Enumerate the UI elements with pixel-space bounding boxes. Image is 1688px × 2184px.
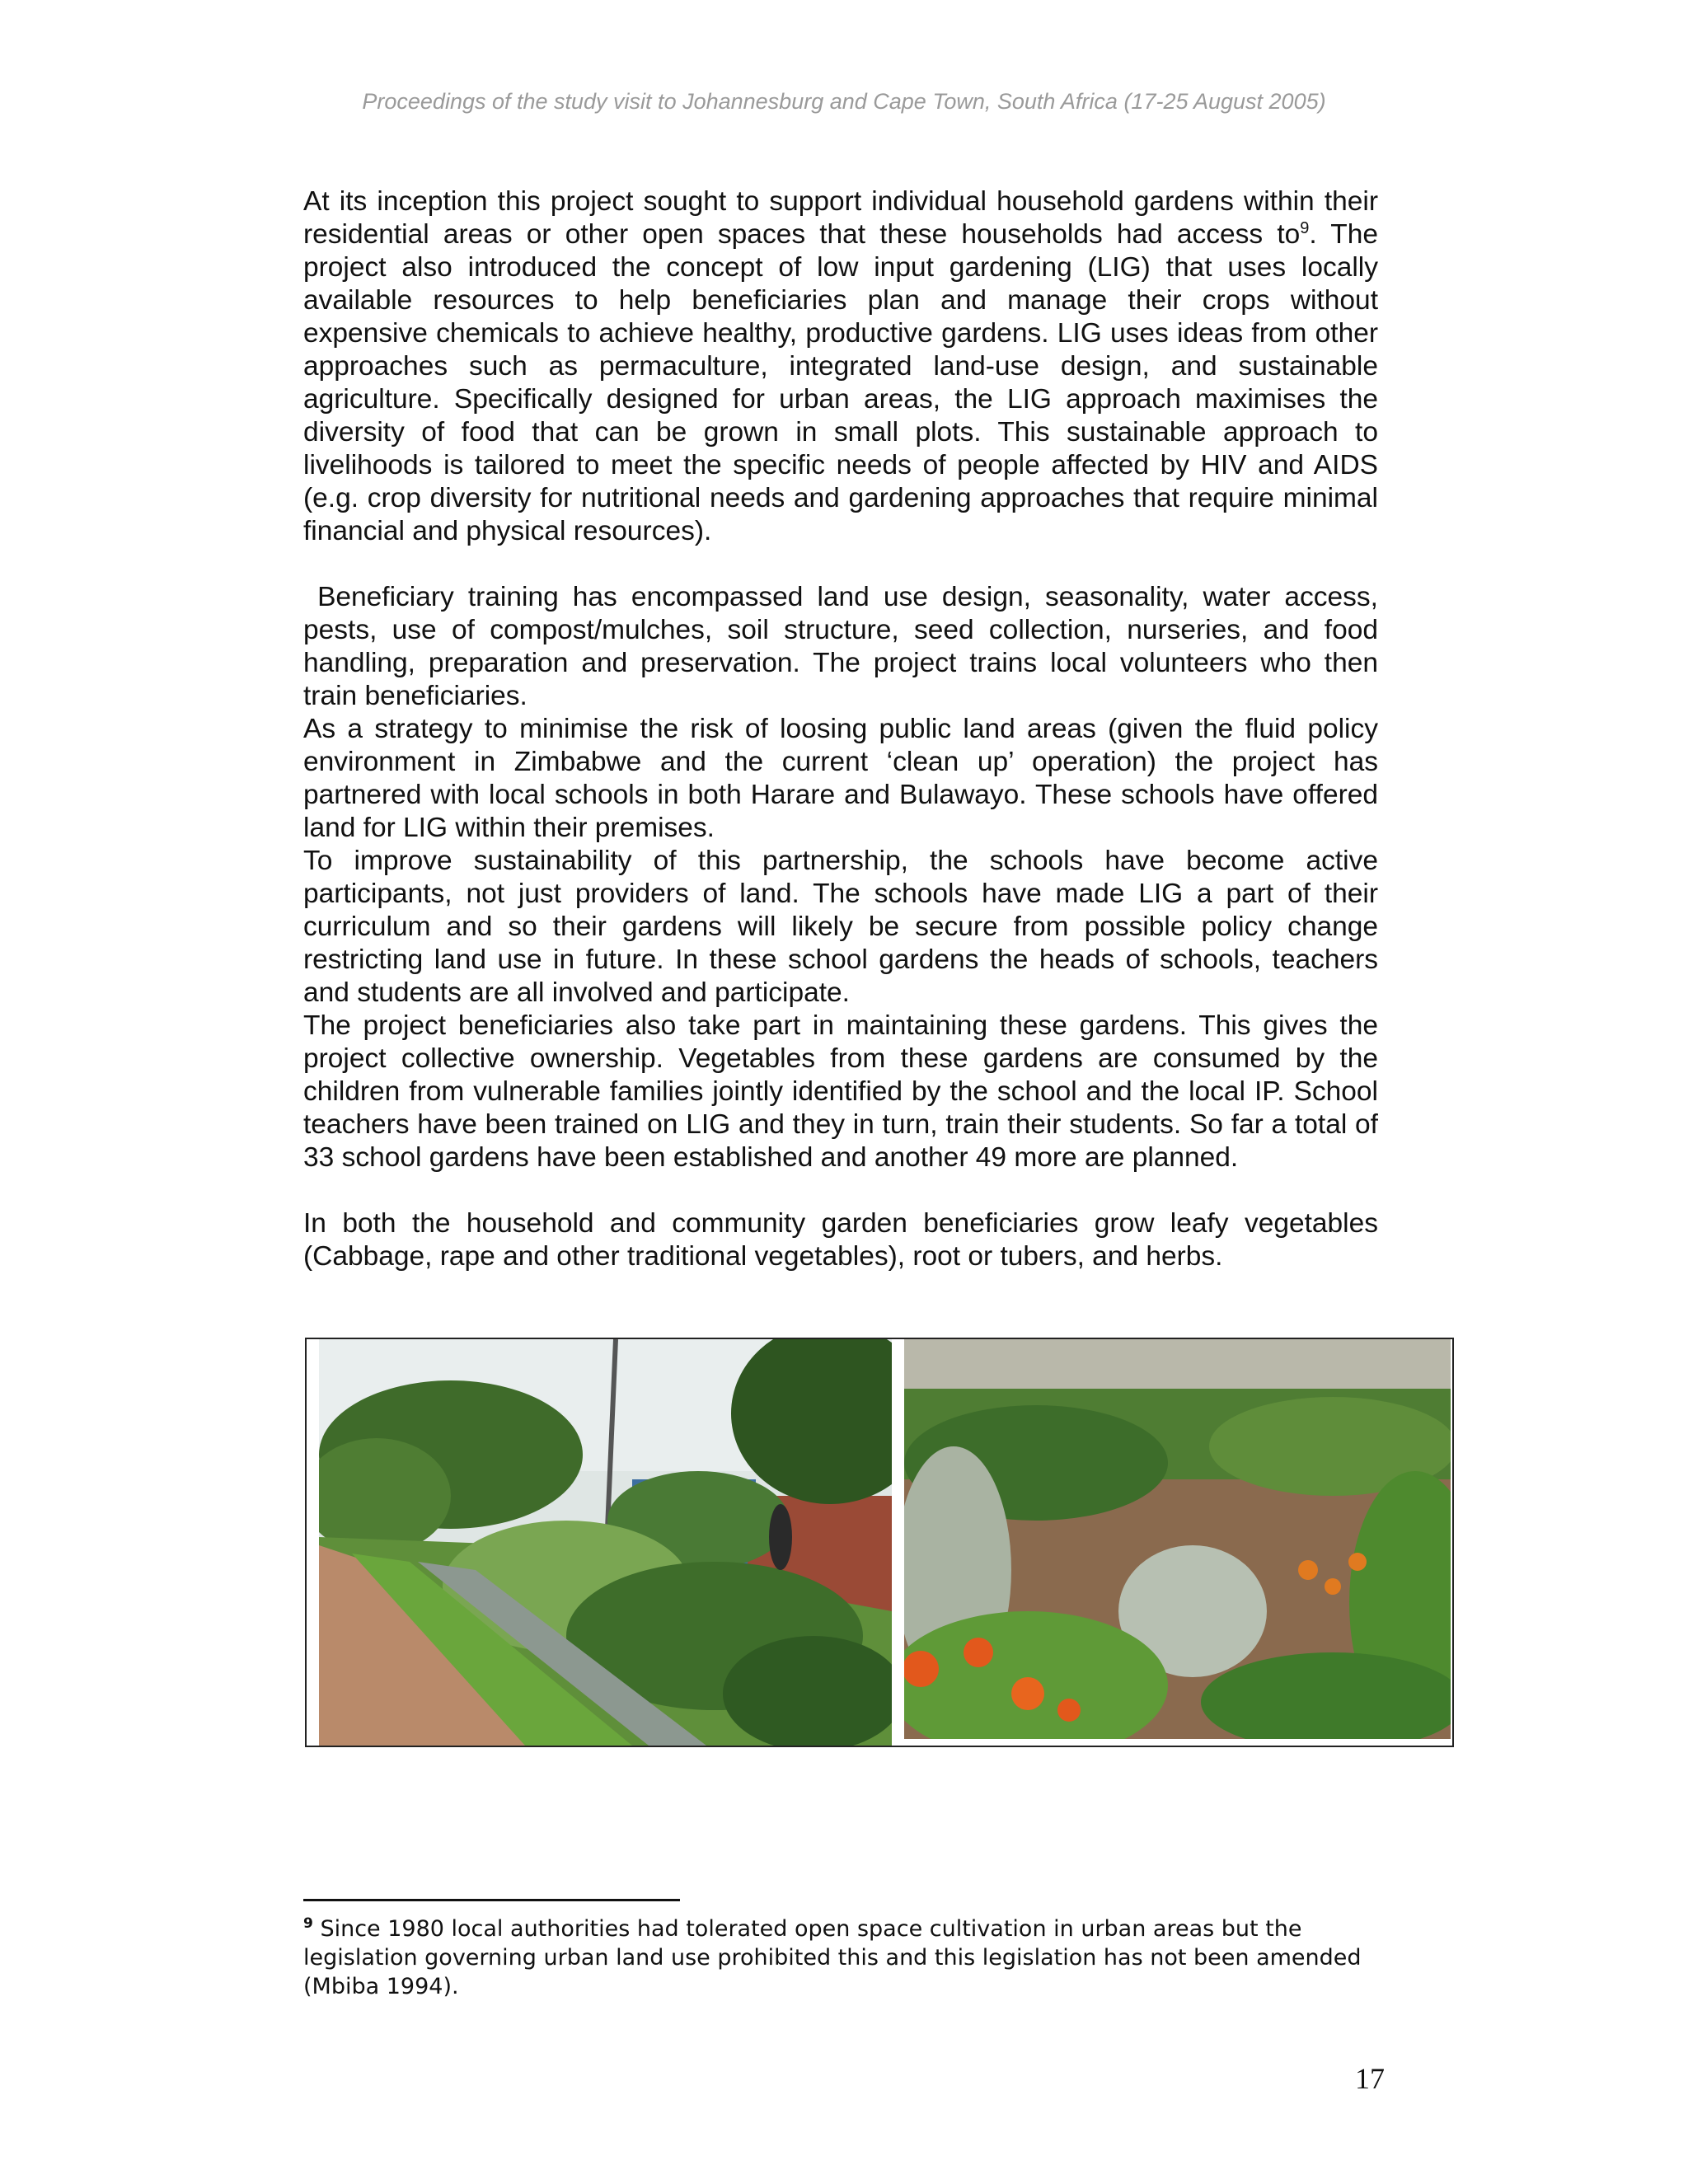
paragraph-text: . The project also introduced the concept of low input gardening (LIG) that uses locally available resources to help beneficiaries plan and manage their crops without expensive chemicals to achieve healthy, productive gardens. LIG uses ideas from other approaches such as permaculture, integrated land-use design, and sustainable agriculture. Specifically designed for urban areas, the LIG approach maximises the diversity of food that can be grown in small plots. This sustainable approach to livelihoods is tailored to meet the specific needs of people affected by HIV and AIDS (e.g. crop diversity for nutritional needs and gardening approaches that require minimal financial and physical resources).	[303, 219, 1378, 546]
paragraph-schools-strategy: As a strategy to minimise the risk of loosing public land areas (given the fluid policy environment in Zimbabwe and the current ‘clean up’ operation) the project has partnered with local schools in both Harare and Bulawayo. These schools have offered land for LIG within their premises.	[303, 714, 1378, 843]
garden-photos-figure	[305, 1338, 1454, 1747]
footnote-reference[interactable]: 9	[1300, 218, 1310, 237]
paragraph-sustainability: To improve sustainability of this partnership, the schools have become active participants, not just providers of land. The schools have made LIG a part of their curriculum and so their gardens will likely be secure from possible policy change restricting land use in future. In these school gardens the heads of schools, teachers and students are all involved and participate.	[303, 846, 1378, 1008]
herb-garden-photo	[904, 1339, 1451, 1739]
page-number: 17	[1355, 2062, 1385, 2095]
footnote-separator	[303, 1899, 680, 1901]
paragraph-household-gardens	[303, 185, 1378, 548]
paragraph-beneficiaries: The project beneficiaries also take part in maintaining these gardens. This gives the project collective ownership. Vegetables from these gardens are consumed by the children from vulnerable families jointly identified by the school and the local IP. School teachers have been trained on LIG and they in turn, train their students. So far a total of 33 school gardens have been established and another 49 more are planned.	[303, 1010, 1378, 1173]
paragraph-crops: In both the household and community garden beneficiaries grow leafy vegetables (Cabbage, rape and other traditional vegetables), root or tubers, and herbs.	[303, 1208, 1378, 1272]
running-header: Proceedings of the study visit to Johannesburg and Cape Town, South Africa (17-25 August 2005)	[362, 89, 1326, 114]
body-text	[303, 185, 1378, 1273]
footnote-marker: 9	[303, 1915, 313, 1932]
paragraph-training: Beneficiary training has encompassed land use design, seasonality, water access, pests, use of compost/mulches, soil structure, seed collection, nurseries, and food handling, preparation and preservation. The project trains local volunteers who then train beneficiaries.	[303, 582, 1378, 711]
footnote-text: Since 1980 local authorities had tolerated open space cultivation in urban areas but the legislation governing urban land use prohibited this and this legislation has not been amended (Mbiba 1994).	[303, 1916, 1362, 1999]
paragraph-text: At its inception this project sought to support individual household gardens within their residential areas or other open spaces that these households had access to	[303, 186, 1378, 250]
footnote	[303, 1915, 1400, 2001]
street-garden-photo	[319, 1339, 892, 1746]
